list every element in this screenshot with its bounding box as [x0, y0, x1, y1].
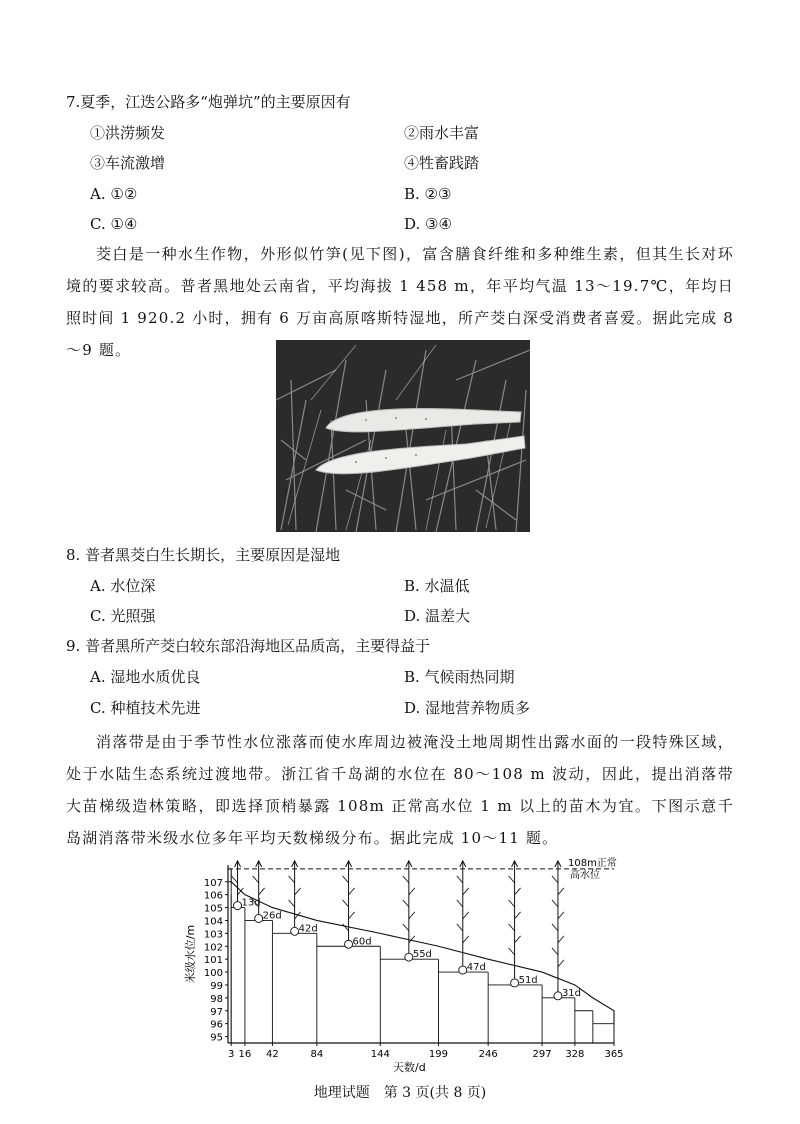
sapling-branch: [343, 900, 349, 907]
y-tick-label: 99: [210, 980, 223, 992]
sapling-branch: [289, 900, 295, 907]
q7-option-c: C. ①④: [90, 215, 138, 233]
sapling-branch: [463, 936, 469, 943]
step-outline: [228, 869, 614, 1024]
q8-option-c: C. 光照强: [90, 607, 156, 625]
sapling-branch: [349, 888, 355, 895]
water-level-chart-svg: [180, 855, 640, 1080]
sapling-branch: [289, 876, 295, 883]
sapling-root: [405, 953, 413, 961]
day-count-label: 31d: [561, 987, 582, 999]
x-tick-label: 42: [266, 1049, 279, 1060]
y-tick-label: 96: [210, 1019, 223, 1031]
q9-stem: 9. 普者黑所产茭白较东部沿海地区品质高，主要得益于: [66, 637, 431, 655]
y-tick-label: 100: [203, 968, 223, 980]
sapling-branch: [509, 876, 515, 883]
q9-option-d: D. 湿地营养物质多: [404, 699, 531, 717]
y-tick-label: 104: [203, 916, 223, 928]
q9-option-b: B. 气候雨热同期: [404, 668, 515, 686]
sapling-branch: [343, 924, 349, 931]
x-axis-label: 天数/d: [393, 1061, 426, 1074]
y-tick-label: 105: [203, 903, 223, 915]
x-tick-label: 297: [532, 1049, 552, 1060]
water-level-chart: [180, 855, 640, 1080]
y-tick-label: 101: [203, 955, 223, 967]
y-tick-label: 106: [203, 890, 223, 902]
sapling-root: [511, 979, 519, 987]
y-tick-label: 98: [210, 993, 223, 1005]
sapling-branch: [403, 924, 409, 931]
sapling-branch: [552, 924, 558, 931]
sapling-branch: [253, 876, 259, 883]
sapling-branch: [409, 888, 415, 895]
sapling-branch: [343, 876, 349, 883]
y-tick-label: 107: [203, 877, 223, 889]
x-tick-label: 144: [370, 1049, 390, 1060]
sapling-root: [255, 914, 263, 922]
jiaobai-photo-image: [276, 340, 530, 532]
sapling-branch: [349, 912, 355, 919]
q9-option-c: C. 种植技术先进: [90, 699, 201, 717]
q7-item-4: ④牲畜践踏: [404, 154, 480, 172]
sapling-root: [291, 927, 299, 935]
y-tick-label: 95: [210, 1032, 223, 1044]
day-count-label: 26d: [262, 910, 282, 922]
day-count-label: 55d: [412, 949, 432, 961]
x-tick-label: 365: [604, 1049, 624, 1060]
day-count-label: 60d: [352, 936, 372, 948]
q8-option-b: B. 水温低: [404, 577, 470, 595]
y-tick-label: 97: [210, 1006, 223, 1018]
sapling-root: [554, 992, 562, 1000]
q7-item-2: ②雨水丰富: [404, 124, 480, 142]
sapling-branch: [409, 912, 415, 919]
sapling-branch: [515, 912, 521, 919]
x-tick-label: 16: [238, 1049, 252, 1060]
page-footer: 地理试题 第 3 页(共 8 页): [313, 1085, 487, 1101]
sapling-branch: [463, 912, 469, 919]
sapling-branch: [295, 888, 301, 895]
sapling-branch: [403, 876, 409, 883]
sapling-branch: [552, 948, 558, 955]
sapling-branch: [403, 900, 409, 907]
sapling-branch: [515, 936, 521, 943]
sapling-root: [234, 902, 242, 910]
y-axis-label: 米级水位/m: [184, 924, 197, 984]
sapling-branch: [509, 948, 515, 955]
q8-stem: 8. 普者黑茭白生长期长，主要原因是湿地: [66, 546, 341, 564]
day-count-label: 51d: [518, 974, 538, 986]
passage-jiaobai: 茭白是一种水生作物，外形似竹笋(见下图)，富含膳食纤维和多种维生素，但其生长对环境的要求较高。普者黑地处云南省，平均海拔 1 458 m，年平均气温 13～19.7℃，年均日照时间 1 920.2 小时，拥有 6 万亩高原喀斯特湿地，所产茭白深受消费者喜爱。据此完成 8～9 题。: [66, 245, 734, 359]
sapling-branch: [463, 888, 469, 895]
normal-level-label: 108m正常: [568, 857, 617, 869]
jiaobai-photo: [276, 340, 530, 532]
sapling-root: [459, 966, 467, 974]
x-tick-label: 199: [428, 1049, 448, 1060]
sapling-branch: [558, 936, 564, 943]
q8-option-a: A. 水位深: [90, 577, 156, 595]
q9-option-a: A. 湿地水质优良: [90, 668, 201, 686]
sapling-branch: [457, 876, 463, 883]
sapling-root: [345, 940, 353, 948]
q7-item-3: ③车流激增: [90, 154, 166, 172]
q8-option-d: D. 温差大: [404, 607, 471, 625]
q7-option-a: A. ①②: [90, 185, 138, 203]
sapling-branch: [552, 900, 558, 907]
x-tick-label: 328: [565, 1049, 585, 1060]
x-tick-label: 3: [227, 1049, 235, 1060]
passage-xiaoluodai: 消落带是由于季节性水位涨落而使水库周边被淹没土地周期性出露水面的一段特殊区域，处于水陆生态系统过渡地带。浙江省千岛湖的水位在 80～108 m 波动，因此，提出消落带大苗梯级造林策略，即选择顶梢暴露 108m 正常高水位 1 m 以上的苗木为宜。下图示意千岛湖消落带米级水位多年平均天数梯级分布。据此完成 10～11 题。: [66, 733, 734, 847]
y-tick-label: 103: [203, 929, 223, 941]
sapling-branch: [509, 924, 515, 931]
sapling-branch: [457, 900, 463, 907]
sapling-branch: [558, 888, 564, 895]
sapling-branch: [558, 960, 564, 967]
sapling-branch: [558, 912, 564, 919]
normal-level-label: 高水位: [570, 869, 600, 881]
q7-item-1: ①洪涝频发: [90, 124, 166, 142]
q7-option-b: B. ②③: [404, 185, 452, 203]
y-tick-label: 102: [203, 942, 223, 954]
sapling-branch: [259, 888, 265, 895]
day-count-label: 42d: [298, 923, 318, 935]
q7-stem: 7.夏季，江迭公路多“炮弹坑”的主要原因有: [66, 93, 351, 111]
sapling-branch: [515, 888, 521, 895]
sapling-branch: [232, 876, 238, 883]
sapling-branch: [552, 876, 558, 883]
sapling-branch: [457, 924, 463, 931]
day-count-label: 47d: [466, 962, 486, 974]
q7-option-d: D. ③④: [404, 215, 452, 233]
x-tick-label: 246: [478, 1049, 498, 1060]
day-count-label: 13d: [241, 897, 261, 909]
x-tick-label: 84: [310, 1049, 324, 1060]
sapling-branch: [509, 900, 515, 907]
